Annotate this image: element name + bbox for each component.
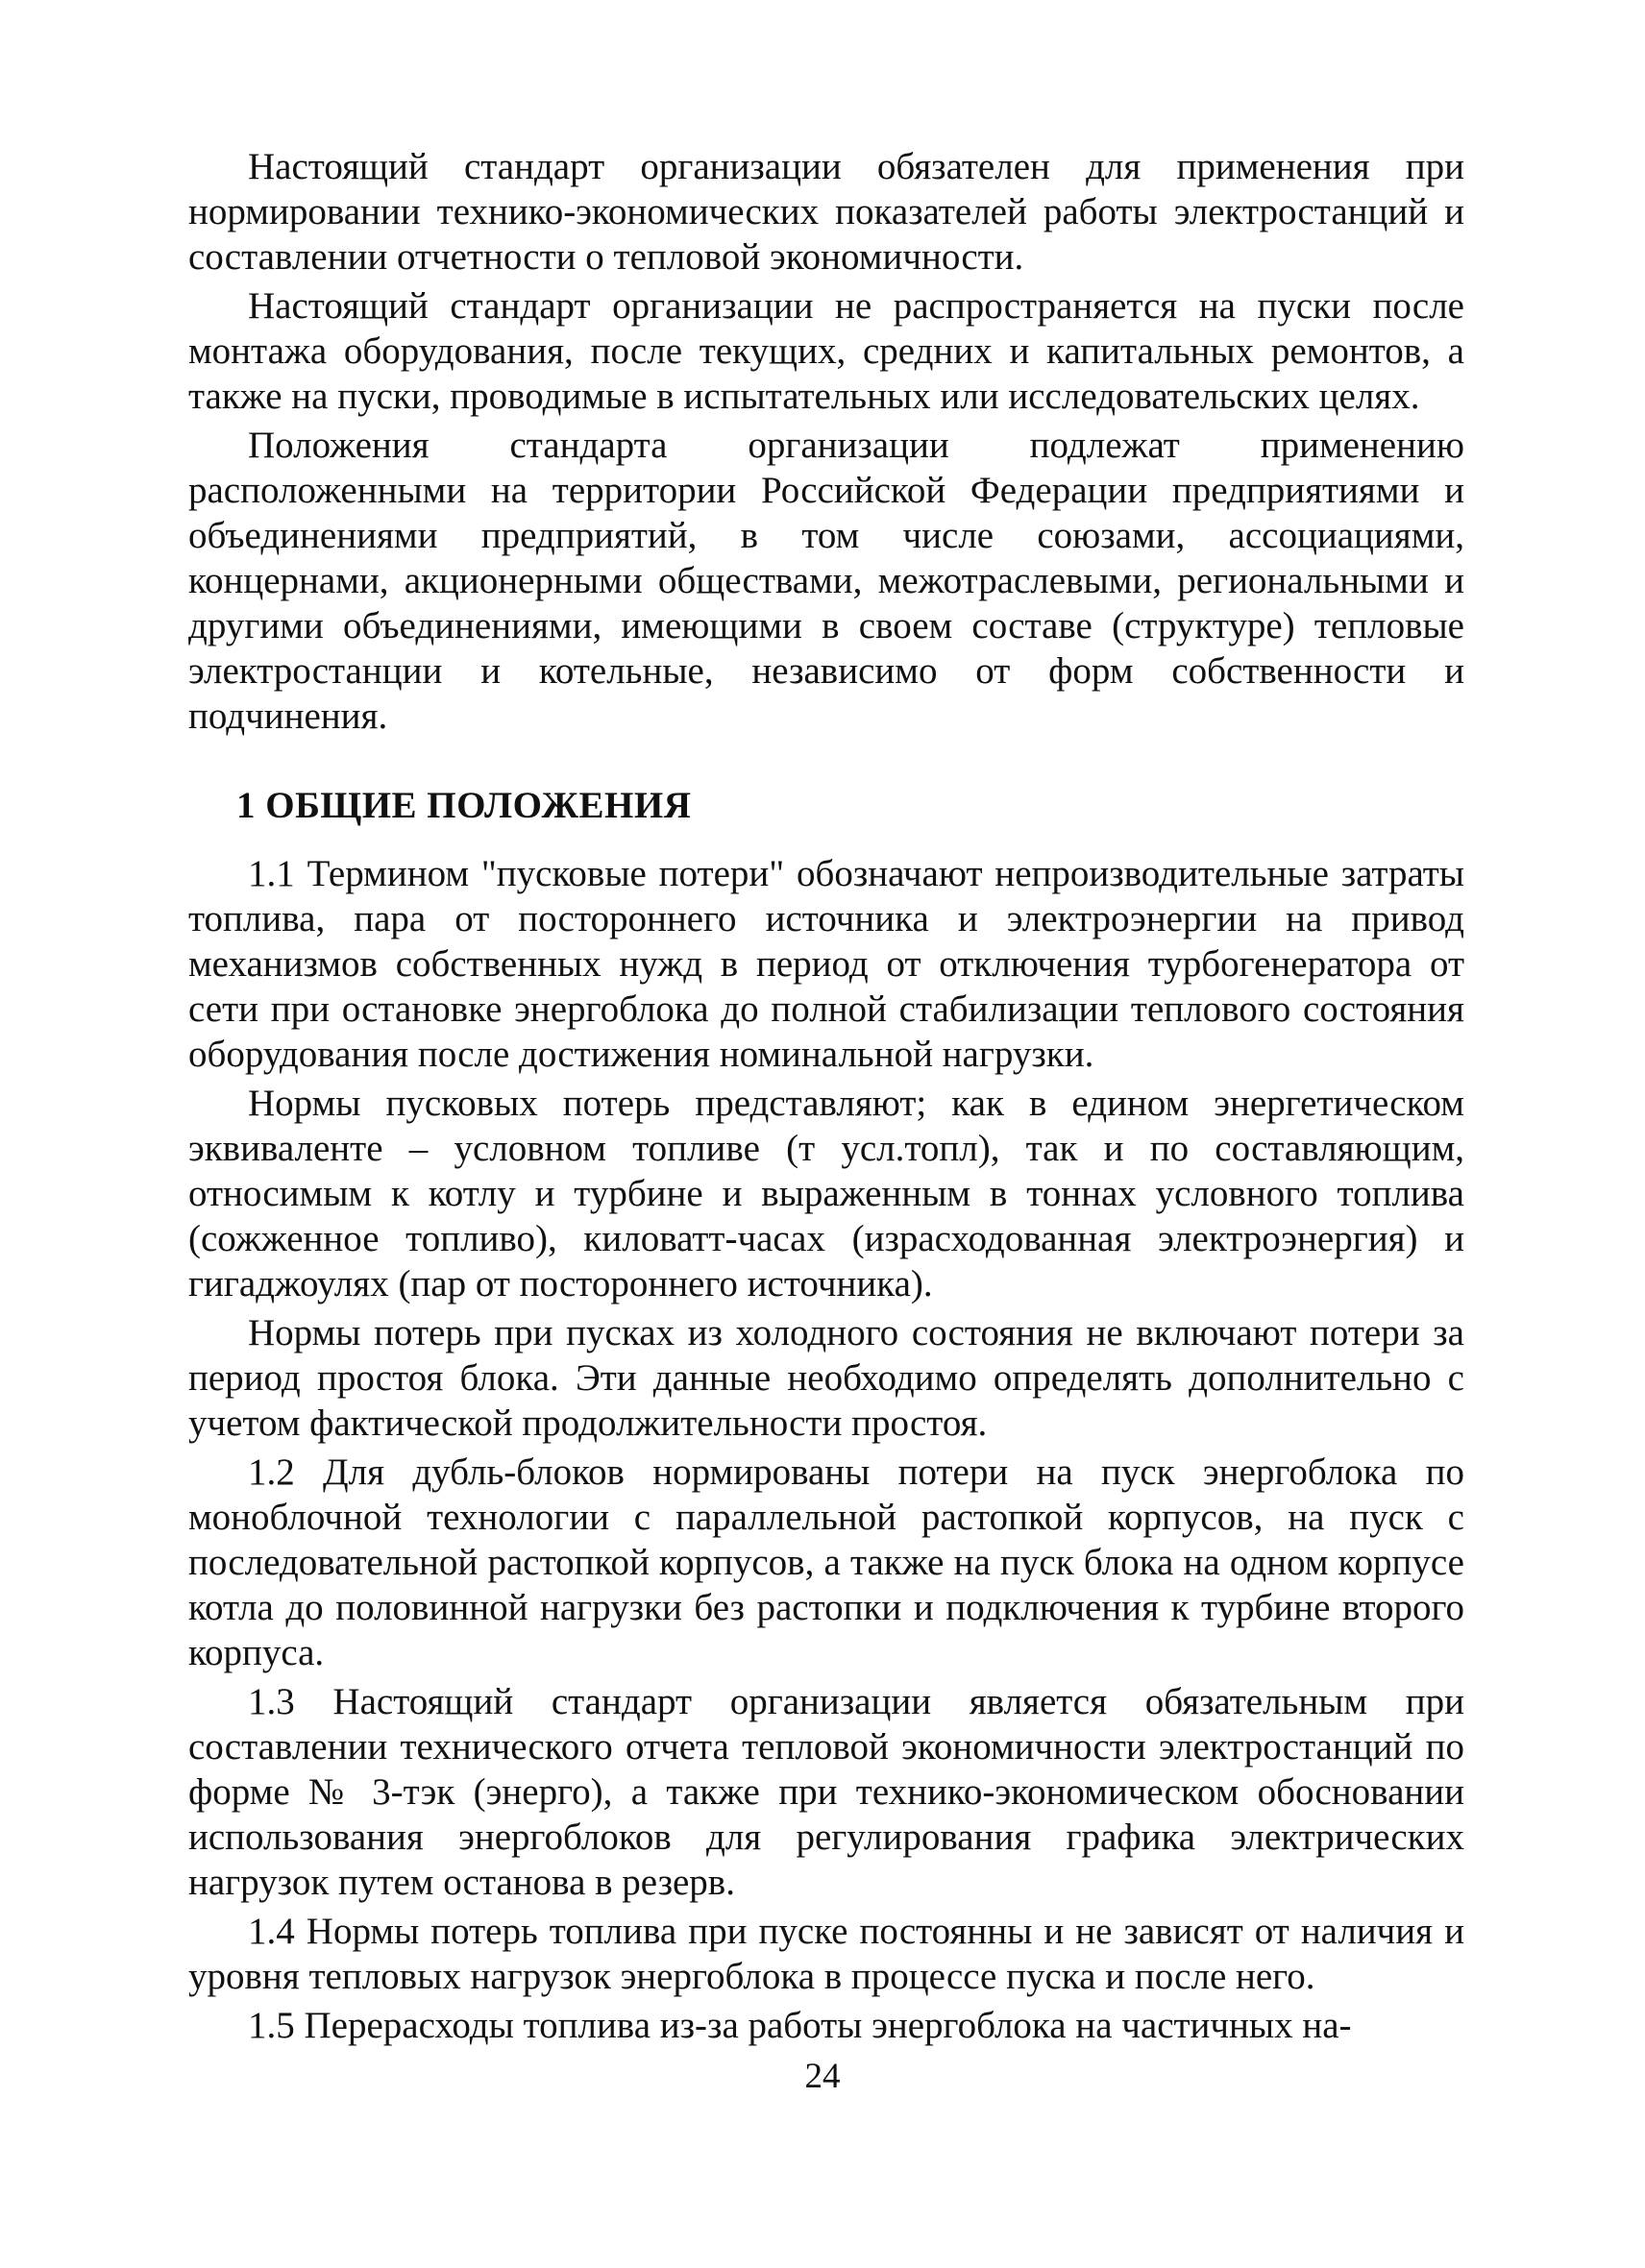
page-number: 24 bbox=[804, 2057, 841, 2096]
clause-1-1: 1.1 Термином "пусковые потери" обозначают непроизводительные затраты топлива, пара от постороннего источника и электроэнергии на привод механизмов собственных нужд в период от отключения турбогенератора от сети при остановке энергоблока до полной стабилизации теплового состояния оборудования после достижения номинальной нагрузки. bbox=[188, 853, 1464, 1075]
clause-1-4: 1.4 Нормы потерь топлива при пуске постоянны и не зависят от наличия и уровня тепловых нагрузок энергоблока в процессе пуска и после него. bbox=[188, 1911, 1464, 1997]
clause-1-2: 1.2 Для дубль-блоков нормированы потери на пуск энергоблока по моноблочной технологии с параллельной растопкой корпусов, на пуск с последовательной растопкой корпусов, а также на пуск блока на одном корпусе котла до половинной нагрузки без растопки и подключения к турбине второго корпуса. bbox=[188, 1451, 1464, 1673]
intro-paragraph-1: Настоящий стандарт организации обязателен для применения при нормировании технико-экономических показателей работы электростанций и составлении отчетности о тепловой экономичности. bbox=[188, 146, 1464, 278]
intro-paragraph-2: Настоящий стандарт организации не распространяется на пуски после монтажа оборудования, после текущих, средних и капитальных ремонтов, а также на пуски, проводимые в испытательных или исследовательских целях. bbox=[188, 285, 1464, 417]
clause-1-1-cold-start: Нормы потерь при пусках из холодного состояния не включают потери за период простоя блока. Эти данные необходимо определять дополнительно с учетом фактической продолжительности простоя. bbox=[188, 1312, 1464, 1444]
section-heading: 1 ОБЩИЕ ПОЛОЖЕНИЯ bbox=[236, 785, 692, 826]
document-page bbox=[188, 144, 1464, 2052]
clause-1-1-norms: Нормы пусковых потерь представляют; как в едином энергетическом эквиваленте – условном топливе (т усл.топл), так и по составляющим, относимым к котлу и турбине и выраженным в тоннах условного топлива (сожженное топливо), киловатт-часах (израсходованная электроэнергия) и гигаджоулях (пар от постороннего источника). bbox=[188, 1083, 1464, 1305]
clause-1-3: 1.3 Настоящий стандарт организации является обязательным при составлении технического отчета тепловой экономичности электростанций по форме № 3-тэк (энерго), а также при технико-экономическом обосновании использования энергоблоков для регулирования графика электрических нагрузок путем останова в резерв. bbox=[188, 1681, 1464, 1903]
intro-paragraph-3: Положения стандарта организации подлежат применению расположенными на территории Российской Федерации предприятиями и объединениями предприятий, в том числе союзами, ассоциациями, концернами, акционерными обществами, межотраслевыми, региональными и другими объединениями, имеющими в своем составе (структуре) тепловые электростанции и котельные, независимо от форм собственности и подчинения. bbox=[188, 425, 1464, 737]
clause-1-5: 1.5 Перерасходы топлива из-за работы энергоблока на частичных на- bbox=[248, 2005, 1352, 2046]
